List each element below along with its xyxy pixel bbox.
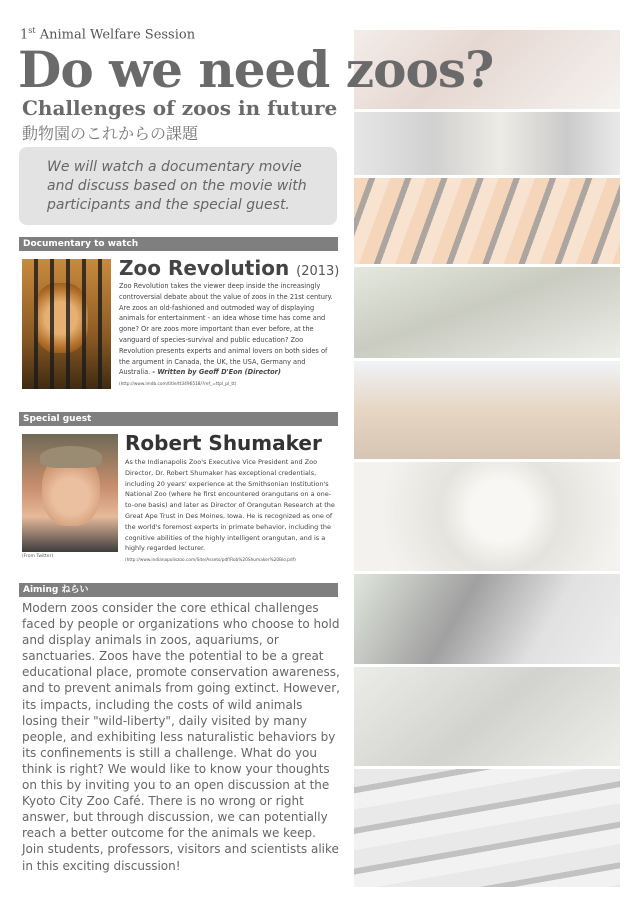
guest-hair bbox=[40, 446, 102, 468]
page-title: Do we need zoos? bbox=[18, 40, 494, 99]
tortoise-photo bbox=[354, 267, 620, 361]
documentary-description bbox=[119, 281, 338, 391]
aiming-text: Modern zoos consider the core ethical challenges faced by people or organizations who choose to hold and display animals in zoos, aquariums, or sanctuaries. Zoos have the potential to be a great educational place, promote conservation awareness, and to prevent animals from going extinct. However, its impacts, including the costs of wild animals losing their "wild-liberty", daily visited by many people, and exhibiting less naturalistic behaviors by its confinements is still a challenge. What do you think is right? We would like to know your thoughts on this by inviting you to an open discussion at the Kyoto City Zoo Café. There is no wrong or right answer, but through discussion, we can potentially reach a better outcome for the animals we keep. Join students, professors, visitors and scientists alike in this exciting discussion! bbox=[22, 601, 340, 873]
guest-photo bbox=[22, 434, 118, 552]
section-header-documentary: Documentary to watch bbox=[19, 237, 338, 251]
cage-bars bbox=[22, 259, 111, 389]
session-ordinal-suffix: st bbox=[28, 26, 36, 35]
owl-photo bbox=[354, 112, 620, 178]
session-ordinal: 1 bbox=[20, 27, 29, 43]
gibbon-photo bbox=[354, 462, 620, 573]
documentary-title-text: Zoo Revolution bbox=[119, 256, 290, 280]
tiger-photo bbox=[354, 178, 620, 268]
guest-name: Robert Shumaker bbox=[125, 431, 322, 455]
page-subtitle-jp: 動物園のこれからの課題 bbox=[22, 124, 199, 143]
documentary-author: - Written by Geoff D'Eon (Director) bbox=[152, 368, 281, 377]
animal-photo-strip bbox=[354, 30, 620, 890]
giraffe-photo bbox=[354, 361, 620, 462]
lion-photo bbox=[22, 259, 111, 389]
guest-bio-text: As the Indianapolis Zoo's Executive Vice President and Zoo Director, Dr. Robert Shumaker has exceptional credentials, including 20 years' experience at the Smithsonian Institution's National Zoo (where he first encountered orangutans on a one-to-one basis) and later as Director of Orangutan Research at the Great Ape Trust in Des Moines, Iowa. He is recognized as one of the world's foremost experts in primate behavior, including the cognitive abilities of the highly intelligent orangutan, and is a highly regarded lecturer. bbox=[125, 458, 335, 553]
okapi-photo bbox=[354, 769, 620, 890]
documentary-year: (2013) bbox=[296, 264, 340, 279]
tapir-photo bbox=[354, 574, 620, 668]
session-label-text: Animal Welfare Session bbox=[39, 27, 196, 43]
page-subtitle: Challenges of zoos in future bbox=[22, 96, 338, 120]
documentary-title bbox=[119, 256, 339, 280]
section-header-aiming: Aiming ねらい bbox=[19, 583, 338, 597]
photo-credit: (From Twitter) bbox=[22, 554, 54, 559]
documentary-source-link[interactable]: (http://www.imdb.com/title/tt3496518/?ref_=ttpl_pl_tt) bbox=[119, 382, 237, 388]
section-header-guest: Special guest bbox=[19, 412, 338, 426]
guest-source-link[interactable]: (http://www.indianapoliszoo.com/Site/Assets/pdf/Rob%20Shumaker%20Bio.pdf) bbox=[125, 558, 296, 564]
guest-bio bbox=[125, 457, 337, 567]
elephant-photo bbox=[354, 667, 620, 768]
documentary-description-text: Zoo Revolution takes the viewer deep inside the increasingly controversial debate about the value of zoos in the 21st century. Are zoos an old-fashioned and outmoded way of displaying animals for entertainment - an idea whose time has come and gone? Or are zoos more important than ever before, at the vanguard of species-survival and public education? Zoo Revolution presents experts and animal lovers on both sides of the argument in Canada, the UK, the USA, Germany and Australia. bbox=[119, 282, 333, 377]
intro-text: We will watch a documentary movie and discuss based on the movie with participants and the special guest. bbox=[47, 159, 307, 213]
intro-callout bbox=[19, 147, 337, 225]
